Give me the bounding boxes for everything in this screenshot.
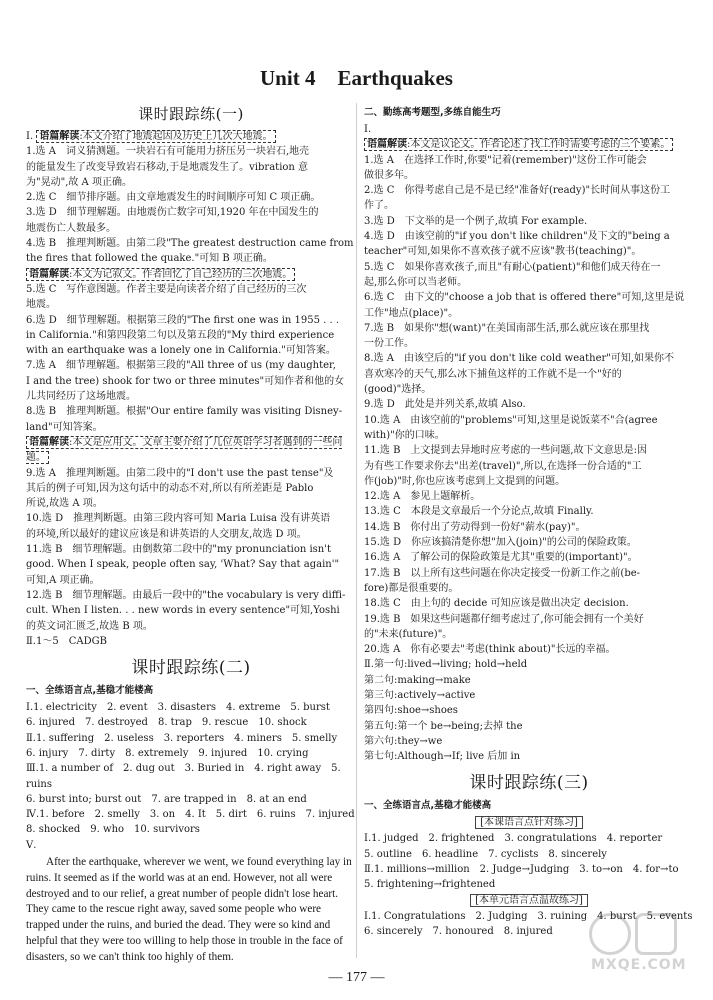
- unit-topic: Earthquakes: [337, 66, 453, 90]
- vocab-line: Ⅰ.1. judged 2. frightened 3. congratulations 4. reporter: [364, 833, 663, 845]
- vocab-line: Ⅱ.1. millions→million 2. Judge→Judging 3. to→on 4. for→to: [364, 864, 679, 876]
- answer-line: 地震。: [26, 299, 56, 311]
- answer-line: 儿共同经历了这场地震。: [26, 391, 136, 403]
- subsection-heading-3: 一、全练语言点,基稳才能楼高: [364, 800, 492, 812]
- answer-line: 8.选 B 推理判断题。根据"Our entire family was visiting Disney-: [26, 406, 343, 418]
- vocab-line: 5. frightening→frightened: [364, 879, 496, 891]
- page-number: — 177 —: [328, 970, 385, 985]
- vocab-answers-3a: [364, 831, 694, 892]
- section-title-2: 课时跟踪练(二): [131, 658, 251, 679]
- answer-line: 第四句:shoe→shoes: [364, 705, 458, 717]
- passage-analysis-label: 语篇解读:本文介绍了地震起因及历史上几次大地震。: [36, 130, 275, 143]
- section-title-1: 课时跟踪练(一): [138, 105, 244, 123]
- answer-line: 17.选 B 以上所有这些问题在你决定接受一份新工作之前(be-: [364, 567, 641, 579]
- vocab-line: Ⅱ.1. suffering 2. useless 3. reporters 4. miners 5. smelly: [26, 732, 338, 744]
- passage-analysis-label: 语篇解读:本文是议论文。作者论述了找工作时需要考虑的三个要素。: [364, 138, 673, 151]
- answer-line: 第二句:making→make: [364, 674, 471, 686]
- answer-line: 10.选 A 由该空前的"problems"可知,这里是说饭菜不"合(agree: [364, 414, 658, 426]
- answer-line: 16.选 A 了解公司的保险政策是尤其"重要的(important)"。: [364, 552, 638, 564]
- answer-line: 3.选 D 细节理解题。由地震伤亡数字可知,1920 年在中国发生的: [26, 207, 319, 219]
- vocab-line: Ⅰ.1. electricity 2. event 3. disasters 4. extreme 5. burst: [26, 702, 330, 714]
- answer-line: 所说,故选 A 项。: [26, 498, 103, 510]
- answer-line: 13.选 C 本段是文章最后一个分论点,故填 Finally.: [364, 506, 594, 518]
- column-divider: [356, 103, 357, 958]
- unit-number: Unit 4: [260, 66, 316, 90]
- answer-line: 5.选 C 写作意图题。作者主要是向读者介绍了自己经历的三次: [26, 283, 307, 295]
- answer-line: 8.选 A 由该空后的"if you don't like cold weather"可知,如果你不: [364, 353, 675, 365]
- answer-line: 5.选 C 如果你喜欢孩子,而且"有耐心(patient)"和他们成天待在一: [364, 261, 661, 273]
- answer-line: [364, 137, 694, 152]
- answer-line: land"可知答案。: [26, 421, 103, 433]
- answer-line: 的"未来(future)"。: [364, 628, 453, 640]
- watermark-logo: MXQE.COM: [575, 905, 695, 985]
- vocab-line: Ⅳ.1. before 2. smelly 3. on 4. It 5. dirt 6. ruins 7. injured: [26, 809, 355, 821]
- answer-line: 19.选 B 如果这些问题都仔细考虑过了,你可能会拥有一个美好: [364, 613, 644, 625]
- answer-line: 做很多年。: [364, 169, 414, 181]
- answer-line: 7.选 B 如果你"想(want)"在美国南部生活,那么就应该在那里找: [364, 322, 650, 334]
- answer-line: teacher"可知,如果你不喜欢孩子就不应该"教书(teaching)"。: [364, 246, 642, 258]
- answer-line: cult. When I listen. . . new words in every sentence"可知,Yoshi: [26, 605, 340, 617]
- answer-line: 6.选 C 由下文的"choose a job that is offered there"可知,这里是说: [364, 292, 685, 304]
- answer-line: Ⅱ.1～5 CADGB: [26, 635, 107, 647]
- answer-line: 为"晃动",故 A 项正确。: [26, 176, 132, 188]
- answer-line: 9.选 A 推理判断题。由第二段中的"I don't use the past tense"及: [26, 467, 334, 479]
- answer-line: 2.选 C 细节排序题。由文章地震发生的时间顺序可知 C 项正确。: [26, 192, 321, 204]
- answer-line: 的环境,所以最好的建议应该是和讲英语的人交朋友,故选 D 项。: [26, 528, 307, 540]
- vocab-line: Ⅰ.1. Congratulations 2. Judging 3. ruining 4. burst 5. events: [364, 910, 693, 922]
- vocab-line: 6. burst into; burst out 7. are trapped in 8. at an end: [26, 793, 307, 805]
- answer-line: 的能量发生了改变导致岩石移动,于是地震发生了。vibration 意: [26, 161, 309, 173]
- passage-text: After the earthquake, wherever we went, we found everything lay in ruins. It seemed as if the world was at an end. However, not all were destroyed and to our relief, a great number of people didn't lose heart. They came to the rescue right away, saved some people who were trapped under the ruins, and buried the dead. They were so kind and helpful that they were too willing to help those in trouble in the face of disasters, so we can't think too highly of them.: [26, 856, 352, 963]
- answer-line: 10.选 D 推理判断题。由第三段内容可知 Maria Luisa 没有讲英语: [26, 513, 331, 525]
- section-title-3: 课时跟踪练(三): [469, 773, 589, 794]
- answer-line: 11.选 B 上文提到去异地时应考虑的一些问题,故下文意思是:因: [364, 445, 647, 457]
- left-column: [26, 103, 356, 966]
- answer-line: 4.选 D 由该空前的"if you don't like children"及下文的"being a: [364, 231, 670, 243]
- right-column: [364, 103, 694, 939]
- answer-line: 工作"地点(place)"。: [364, 307, 459, 319]
- answer-line: [26, 267, 356, 282]
- answer-list-cloze: [364, 122, 694, 764]
- answer-line: Ⅰ.: [364, 124, 372, 135]
- answer-line: 2.选 C 你得考虑自己是不是已经"准备好(ready)"长时间从事这份工: [364, 185, 671, 197]
- passage-analysis-label: 语篇解读:本文为记叙文。作者回忆了自己经历的三次地震。: [26, 268, 295, 281]
- answer-line: 1.选 A 词义猜测题。一块岩石有可能用力挤压另一块岩石,地壳: [26, 146, 310, 158]
- answer-line: fore)都是很重要的。: [364, 582, 459, 594]
- vocab-line: Ⅴ.: [26, 839, 37, 851]
- answer-line: in California."和第四段第二句以及第五段的"My third experience: [26, 329, 335, 341]
- answer-line: the fires that followed the quake."可知 B 项正确。: [26, 253, 273, 265]
- answer-list-1: [26, 129, 356, 649]
- answer-line: 的英文词汇匮乏,故选 B 项。: [26, 620, 153, 632]
- answer-line: 地震伤亡人数最多。: [26, 222, 116, 234]
- vocab-line: 6. injury 7. dirty 8. extremely 9. injured 10. crying: [26, 747, 309, 759]
- answer-line: 第六句:they→we: [364, 735, 443, 747]
- answer-line: [26, 435, 356, 466]
- answer-line: 作了。: [364, 200, 394, 212]
- vocab-line: Ⅲ.1. a number of 2. dug out 3. Buried in 4. right away 5. ruins: [26, 763, 341, 790]
- practice-tag-1: [本课语言点针对练习]: [364, 815, 694, 831]
- subsection-heading-exam: 二、勤练高考题型,多练自能生巧: [364, 107, 501, 118]
- passage-analysis-label: 语篇解读:本文是应用文。文章主要介绍了几位英语学习者遇到的一些问题。: [26, 436, 343, 464]
- answer-line: Ⅱ.第一句:lived→living; hold→held: [364, 659, 528, 671]
- answer-line: 1.选 A 在选择工作时,你要"记着(remember)"这份工作可能会: [364, 154, 647, 166]
- vocab-line: 5. outline 6. headline 7. cyclists 8. sincerely: [364, 848, 607, 860]
- answer-line: 第五句:第一个 be→being;去掉 the: [364, 720, 523, 732]
- practice-tag-2: [本单元语言点温故练习]: [364, 893, 694, 909]
- vocab-line: 6. sincerely 7. honoured 8. injured: [364, 925, 553, 937]
- answer-line: 为有些工作要求你去"出差(travel)",所以,在选择一份合适的"工: [364, 460, 642, 472]
- answer-line: 3.选 D 下文举的是一个例子,故填 For example.: [364, 215, 588, 227]
- answer-line: 其后的例子可知,因为这句话中的动态不对,所以有所差距是 Pablo: [26, 482, 314, 494]
- answer-line: good. When I speak, people often say, 'What? Say that again'": [26, 559, 340, 571]
- answer-line: Ⅰ. 语篇解读:本文介绍了地震起因及历史上几次大地震。: [26, 129, 356, 144]
- answer-line: (good)"选择。: [364, 384, 432, 396]
- answer-line: I and the tree) shook for two or three minutes"可知作者和他的女: [26, 375, 345, 387]
- unit-title: [0, 66, 713, 91]
- answer-line: 15.选 D 你应该搞清楚你想"加入(join)"的公司的保险政策。: [364, 537, 637, 549]
- answer-line: 9.选 D 此处是并列关系,故填 Also.: [364, 399, 526, 411]
- answer-line: 12.选 B 细节理解题。由最后一段中的"the vocabulary is very diffi-: [26, 589, 346, 601]
- answer-line: 4.选 B 推理判断题。由第二段"The greatest destruction came from: [26, 238, 354, 250]
- answer-line: 第三句:actively→active: [364, 689, 476, 701]
- vocab-line: 6. injured 7. destroyed 8. trap 9. rescue 10. shock: [26, 717, 307, 729]
- vocab-line: 8. shocked 9. who 10. survivors: [26, 824, 200, 836]
- answer-line: 喜欢寒冷的天气,那么冰下捕鱼这样的工作就不是一个"好的: [364, 368, 622, 380]
- answer-line: 14.选 B 你付出了劳动得到一份好"薪水(pay)"。: [364, 521, 586, 533]
- subsection-heading: 一、全练语言点,基稳才能楼高: [26, 685, 154, 697]
- vocab-answers-2: [26, 700, 356, 853]
- answer-line: 12.选 A 参见上题解析。: [364, 491, 481, 503]
- answer-line: 起,那么你可以当老师。: [364, 276, 468, 288]
- answer-line: 可知,A 项正确。: [26, 574, 100, 586]
- answer-line: with)"你的口味。: [364, 429, 445, 441]
- answer-line: 7.选 A 细节理解题。根据第三段的"All three of us (my daughter,: [26, 360, 336, 372]
- answer-line: 第七句:Although→If; live 后加 in: [364, 751, 521, 763]
- answer-line: 11.选 B 细节理解题。由倒数第二段中的"my pronunciation isn't: [26, 544, 332, 556]
- answer-line: 6.选 D 细节理解题。根据第三段的"The first one was in 1955 . . .: [26, 314, 340, 326]
- answer-line: 18.选 C 由上句的 decide 可知应该是做出决定 decision.: [364, 598, 629, 610]
- answer-line: 作(job)"时,你也应该考虑到上文提到的问题。: [364, 475, 566, 487]
- answer-line: with an earthquake was a lonely one in California."可知答案。: [26, 345, 336, 357]
- answer-line: 20.选 A 你有必要去"考虑(think about)"长远的幸福。: [364, 644, 616, 656]
- answer-line: 一份工作。: [364, 338, 414, 350]
